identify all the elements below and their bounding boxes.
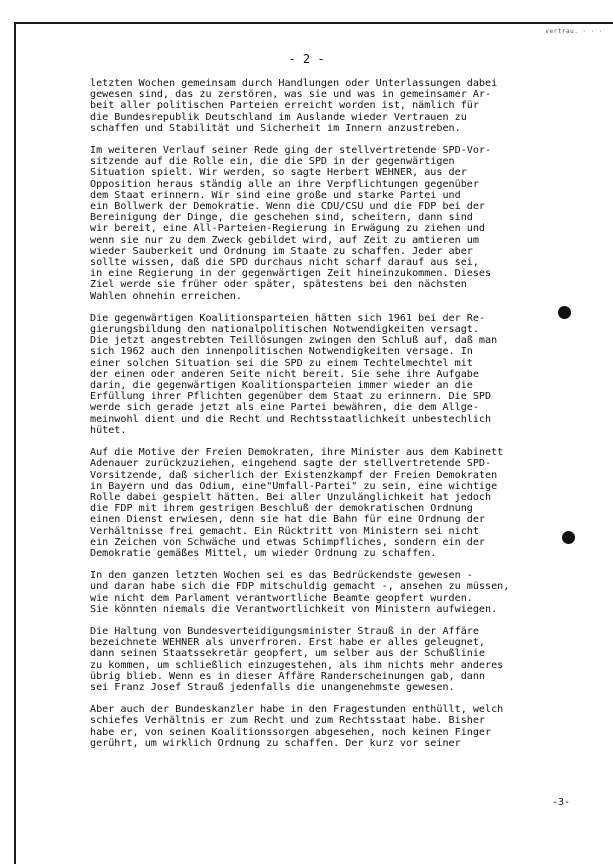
text-line: Die Haltung von Bundesverteidigungsminister Strauß in der Affäre <box>90 625 479 637</box>
text-line: wenn sie nur zu dem Zweck gebildet wird, auf Zeit zu amtieren um <box>90 234 479 246</box>
text-line: Auf die Motive der Freien Demokraten, ihre Minister aus dem Kabinett <box>90 447 504 459</box>
text-line: wir bereit, eine All-Parteien-Regierung in Erwägung zu ziehen und <box>90 223 486 235</box>
corner-mark: vertrau. · · · <box>545 28 603 35</box>
text-line: darin, die gegenwärtigen Koalitionsparteien immer wieder an die <box>90 380 473 392</box>
text-line: Wahlen ohnehin erreichen. <box>90 290 242 302</box>
text-line: wie nicht dem Parlament verantwortliche Beamte geopfert wurden. <box>90 592 473 604</box>
paragraph <box>90 704 550 749</box>
text-line: Sie könnten niemals die Verantwortlichkeit von Ministern aufwiegen. <box>90 603 498 615</box>
paragraph <box>90 145 550 302</box>
document-body <box>90 78 550 760</box>
text-line: Situation spielt. Wir werden, so sagte Herbert WEHNER, aus der <box>90 167 467 179</box>
text-line: zu kommen, um schließlich einzugestehen, als ihm nichts mehr anderes <box>90 659 504 671</box>
text-line: beit aller politischen Parteien erreicht worden ist, nämlich für <box>90 100 479 112</box>
paragraph <box>90 78 550 134</box>
text-line: dem Staat erinnern. Wir sind eine große und starke Partei und <box>90 189 461 201</box>
text-line: der einen oder anderen Seite nicht bereit. Sie sehe ihre Aufgabe <box>90 368 479 380</box>
text-line: und daran habe sich die FDP mitschuldig gemacht -, ansehen zu müssen, <box>90 581 510 593</box>
text-line: dann seinen Staatssekretär geopfert, um selber aus der Schußlinie <box>90 648 486 660</box>
text-line: schiefes Verhältnis er zum Recht und zum Rechtsstaat habe. Bisher <box>90 715 486 727</box>
text-line: in eine Regierung in der gegenwärtigen Zeit hineinzukommen. Dieses <box>90 268 492 280</box>
scan-border-left <box>14 22 16 864</box>
punch-hole-mark <box>558 306 571 319</box>
text-line: sitzende auf die Rolle ein, die die SPD in der gegenwärtigen <box>90 156 455 168</box>
text-line: einer solchen Situation sei die SPD zu einem Techtelmechtel mit <box>90 357 473 369</box>
text-line: letzten Wochen gemeinsam durch Handlungen oder Unterlassungen dabei <box>90 78 498 89</box>
text-line: gerührt, um wirklich Ordnung zu schaffen. Der kurz vor seiner <box>90 737 461 749</box>
page-number: - 2 - <box>288 52 325 66</box>
text-line: sich 1962 auch den innenpolitischen Notwendigkeiten versage. In <box>90 346 473 358</box>
text-line: Verhältnisse frei gemacht. Ein Rücktritt von Ministern sei nicht <box>90 525 479 537</box>
text-line: Demokratie gemäßes Mittel, um wieder Ordnung zu schaffen. <box>90 547 437 559</box>
text-line: hütet. <box>90 424 127 436</box>
paragraph <box>90 626 550 693</box>
paragraph <box>90 447 550 559</box>
text-line: Aber auch der Bundeskanzler habe in den Fragestunden enthüllt, welch <box>90 704 504 716</box>
text-line: übrig blieb. Wenn es in dieser Affäre Randerscheinungen gab, dann <box>90 670 486 682</box>
text-line: gierungsbildung den nationalpolitischen Notwendigkeiten versagt. <box>90 324 479 336</box>
next-page-marker: -3- <box>552 797 571 808</box>
text-line: sollte wissen, daß die SPD durchaus nicht scharf darauf aus sei, <box>90 257 479 269</box>
text-line: sei Franz Josef Strauß jedenfalls die unangenehmste gewesen. <box>90 681 455 693</box>
text-line: Adenauer zurückzuziehen, eingehend sagte der stellvertretende SPD- <box>90 458 492 470</box>
text-line: Rolle dabei gespielt hätten. Bei aller Unzulänglichkeit hat jedoch <box>90 491 492 503</box>
scan-border-top <box>14 22 613 24</box>
text-line: meinwohl dient und die Recht und Rechtsstaatlichkeit unbestechlich <box>90 413 492 425</box>
text-line: ein Zeichen von Schwäche und etwas Schimpfliches, sondern ein der <box>90 536 486 548</box>
text-line: schaffen und Stabilität und Sicherheit im Innern anzustreben. <box>90 122 461 134</box>
text-line: Die jetzt angestrebten Teillösungen zwingen den Schluß auf, daß man <box>90 335 498 347</box>
text-line: wieder Sauberkeit und Ordnung im Staate zu schaffen. Jeder aber <box>90 245 473 257</box>
text-line: Erfüllung ihrer Pflichten gegenüber dem Staat zu erinnern. Die SPD <box>90 391 492 403</box>
text-line: ein Bollwerk der Demokratie. Wenn die CDU/CSU und die FDP bei der <box>90 201 486 213</box>
text-line: bezeichnete WEHNER als unverfroren. Erst habe er alles geleugnet, <box>90 637 486 649</box>
text-line: Vorsitzende, daß sicherlich der Existenzkampf der Freien Demokraten <box>90 469 498 481</box>
text-line: habe er, von seinen Koalitionssorgen abgesehen, noch keinen Finger <box>90 726 492 738</box>
text-line: Die gegenwärtigen Koalitionsparteien hätten sich 1961 bei der Re- <box>90 312 486 324</box>
text-line: die FDP mit ihrem gestrigen Beschluß der demokratischen Ordnung <box>90 503 473 515</box>
text-line: Opposition heraus ständig alle an ihre Verpflichtungen gegenüber <box>90 178 479 190</box>
punch-hole-mark <box>562 531 575 544</box>
text-line: gewesen sind, das zu zerstören, was sie und was in gemeinsamer Ar- <box>90 89 492 101</box>
paragraph <box>90 570 550 615</box>
text-line: in Bayern und das Odium, eine"Umfall-Partei" zu sein, eine wichtige <box>90 480 498 492</box>
paragraph <box>90 313 550 436</box>
text-line: Im weiteren Verlauf seiner Rede ging der stellvertretende SPD-Vor- <box>90 145 492 157</box>
text-line: In den ganzen letzten Wochen sei es das Bedrückendste gewesen - <box>90 570 473 582</box>
text-line: Ziel werde sie früher oder später, spätestens bei den nächsten <box>90 279 467 291</box>
text-line: werde sich gerade jetzt als eine Partei bewähren, die dem Allge- <box>90 402 479 414</box>
text-line: die Bundesrepublik Deutschland im Auslande wieder Vertrauen zu <box>90 111 467 123</box>
text-line: Bereinigung der Dinge, die geschehen sind, scheitern, dann sind <box>90 212 473 224</box>
text-line: einen Dienst erwiesen, denn sie hat die Bahn für eine Ordnung der <box>90 514 486 526</box>
